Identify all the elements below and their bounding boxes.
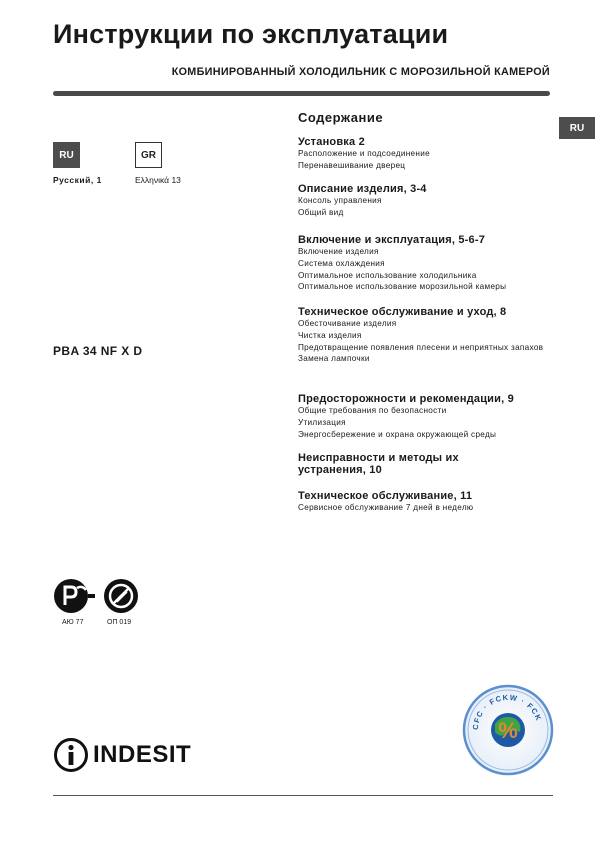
- toc-heading: Установка 2: [298, 136, 365, 148]
- toc-heading: Неисправности и методы их устранения, 10: [298, 452, 459, 476]
- certification-label: АЮ 77: [62, 619, 84, 626]
- language-box-ru: RU: [53, 142, 80, 168]
- toc-heading: Включение и эксплуатация, 5-6-7: [298, 234, 486, 246]
- certification-label: ОП 019: [107, 619, 132, 626]
- cfc-ring-text: CFC · FCKW · FCK: [470, 692, 544, 731]
- toc-item: Замена лампочки: [298, 354, 370, 364]
- indesit-logo-icon: [53, 737, 89, 773]
- toc-item: Консоль управления: [298, 196, 382, 205]
- language-label-gr: Ελληνικά 13: [135, 175, 181, 185]
- model-number: PBA 34 NF X D: [53, 344, 143, 358]
- toc-item: Система охлаждения: [298, 258, 385, 268]
- toc-section: [298, 393, 550, 440]
- header-divider: [53, 91, 550, 96]
- language-side-tab: RU: [559, 117, 595, 139]
- toc-section: [298, 490, 550, 514]
- toc-heading: Техническое обслуживание, 11: [298, 490, 473, 502]
- certification-seal-icon: [104, 579, 138, 613]
- cfc-center-text: %: [498, 718, 518, 743]
- toc-item: Обесточивание изделия: [298, 319, 397, 328]
- toc-item: Утилизация: [298, 417, 346, 427]
- cfc-free-badge-icon: [462, 684, 554, 776]
- brand-name: INDESIT: [93, 741, 192, 768]
- language-label-ru: Русский, 1: [53, 175, 102, 185]
- toc-item: Оптимальное использование холодильника: [298, 270, 477, 280]
- toc-item: Энергосбережение и охрана окружающей среды: [298, 429, 497, 439]
- toc-section: [298, 136, 550, 172]
- toc-section: [298, 452, 498, 476]
- toc-section: [298, 234, 550, 293]
- toc-item: Общие требования по безопасности: [298, 406, 447, 415]
- toc-item: Включение изделия: [298, 247, 379, 256]
- indesit-logo: [53, 737, 191, 773]
- toc-item: Общий вид: [298, 207, 344, 217]
- toc-heading: Предосторожности и рекомендации, 9: [298, 393, 514, 405]
- pct-mark-icon: [54, 579, 95, 613]
- language-box-gr: GR: [135, 142, 162, 168]
- page-title: Инструкции по эксплуатации: [53, 19, 449, 49]
- toc-item: Чистка изделия: [298, 330, 362, 340]
- toc-item: Перенавешивание дверец: [298, 160, 406, 170]
- toc-title: Содержание: [298, 110, 384, 125]
- certification-marks: [53, 578, 143, 616]
- page-subtitle: КОМБИНИРОВАННЫЙ ХОЛОДИЛЬНИК С МОРОЗИЛЬНОЙ КАМЕРОЙ: [171, 66, 550, 78]
- toc-item: Оптимальное использование морозильной камеры: [298, 282, 507, 292]
- toc-item: Предотвращение появления плесени и неприятных запахов: [298, 342, 544, 352]
- toc-item: Расположение и подсоединение: [298, 149, 430, 158]
- footer-divider: [53, 795, 553, 796]
- toc-section: [298, 306, 550, 365]
- toc-item: Сервисное обслуживание 7 дней в неделю: [298, 503, 474, 512]
- toc-heading: Техническое обслуживание и уход, 8: [298, 306, 507, 318]
- toc-section: [298, 183, 550, 219]
- toc-heading: Описание изделия, 3-4: [298, 183, 427, 195]
